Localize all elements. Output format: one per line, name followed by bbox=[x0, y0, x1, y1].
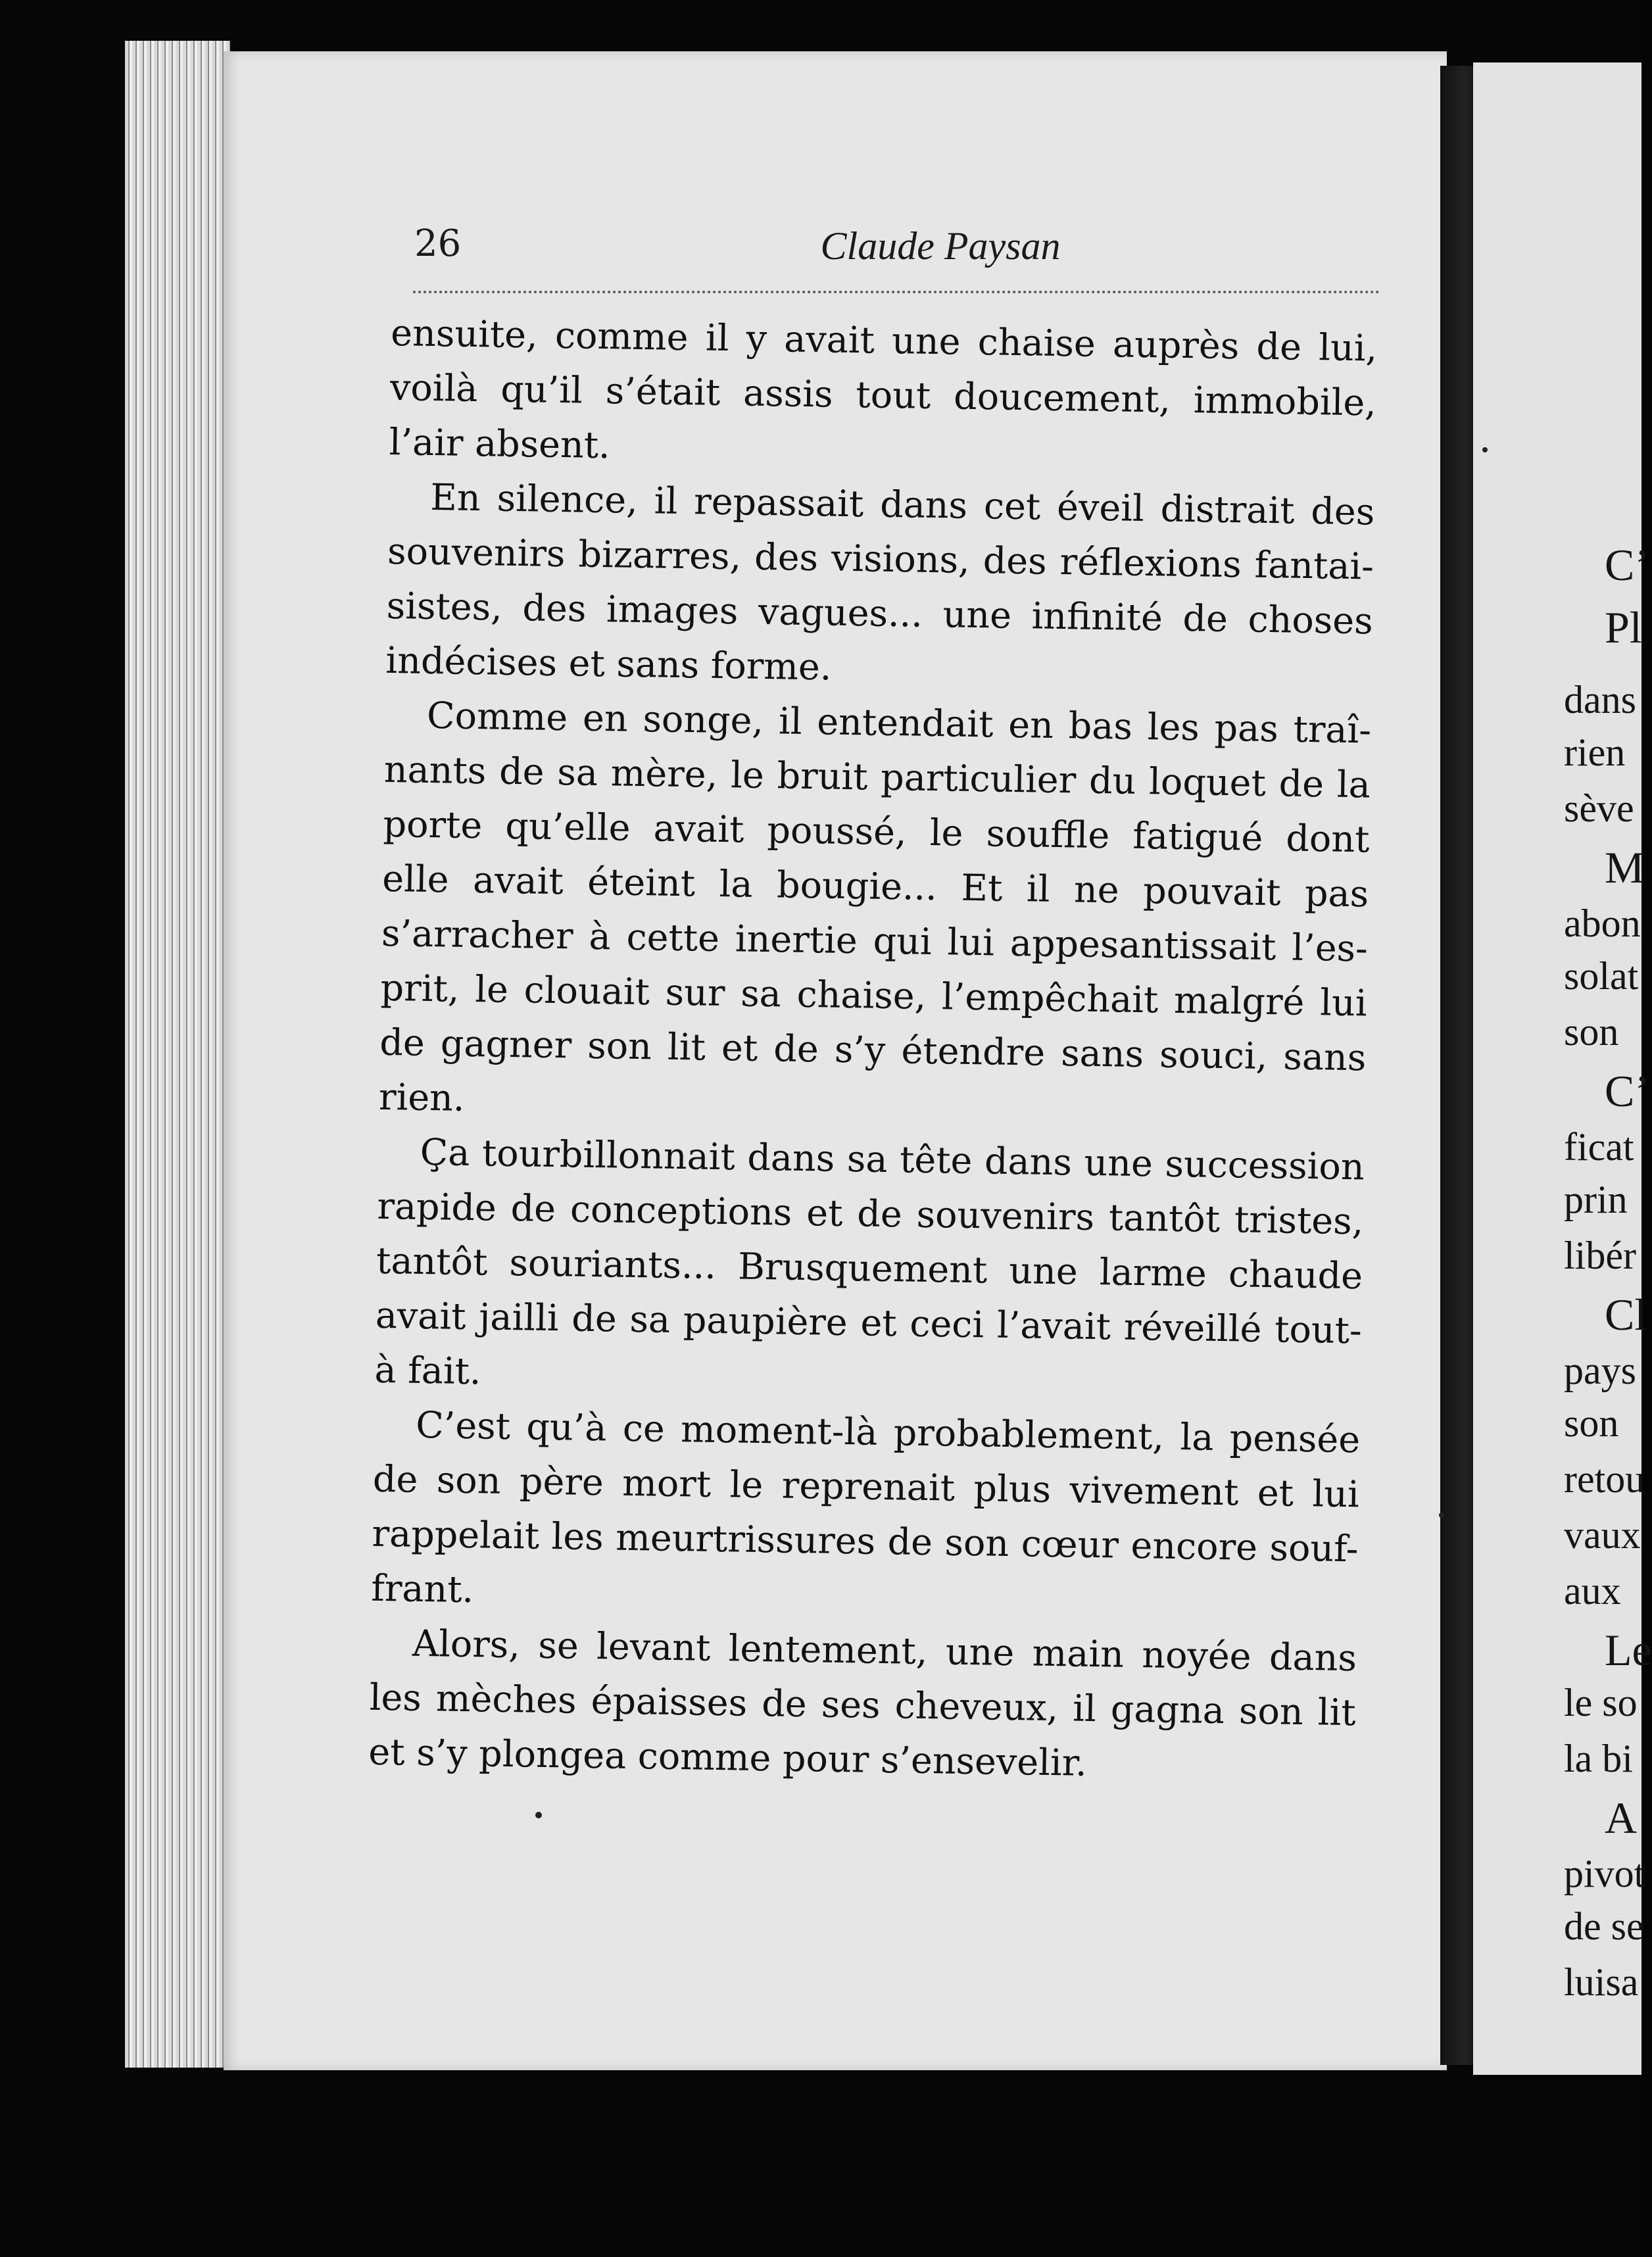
facing-page-text: C’ bbox=[1605, 540, 1649, 590]
text-line: tantôt souriants... Brusquement une larme chaude bbox=[376, 1239, 1363, 1298]
facing-page-text: sève bbox=[1564, 787, 1634, 830]
text-line: elle avait éteint la bougie... Et il ne pouvait pas bbox=[381, 857, 1369, 916]
text-line: C’est qu’à ce moment-là probablement, la pensée bbox=[415, 1403, 1361, 1462]
facing-page-text: rien bbox=[1564, 731, 1626, 774]
text-line: à fait. bbox=[374, 1348, 482, 1394]
facing-page-text: C’ bbox=[1605, 1066, 1649, 1116]
facing-page-text: la bi bbox=[1564, 1737, 1633, 1780]
text-line: souvenirs bizarres, des visions, des réflexions fantai- bbox=[387, 529, 1374, 589]
facing-page-text: dans bbox=[1564, 678, 1636, 721]
facing-page-text: Cl bbox=[1605, 1290, 1647, 1340]
header-rule bbox=[413, 291, 1380, 293]
body-text bbox=[368, 306, 1378, 1795]
ink-speck bbox=[1439, 1513, 1444, 1518]
facing-page-text: Le bbox=[1605, 1625, 1652, 1675]
facing-page-text: ficat bbox=[1564, 1125, 1634, 1169]
facing-page-text: A bbox=[1605, 1793, 1638, 1843]
text-line: avait jailli de sa paupière et ceci l’avait réveillé tout- bbox=[375, 1294, 1363, 1353]
text-line: et s’y plongea comme pour s’ensevelir. bbox=[368, 1730, 1088, 1785]
text-line: frant. bbox=[370, 1566, 474, 1612]
text-line: prit, le clouait sur sa chaise, l’empêchait malgré lui bbox=[380, 966, 1368, 1025]
facing-page-text: le so bbox=[1564, 1681, 1638, 1724]
page-number: 26 bbox=[414, 222, 462, 265]
facing-page-text: prin bbox=[1564, 1178, 1628, 1221]
text-line: les mèches épaisses de ses cheveux, il gagna son lit bbox=[369, 1676, 1357, 1735]
text-line: voilà qu’il s’était assis tout doucement, immobile, bbox=[389, 366, 1377, 425]
facing-page-text: son bbox=[1564, 1401, 1619, 1445]
text-line: nants de sa mère, le bruit particulier du loquet de la bbox=[383, 748, 1371, 807]
text-line: ensuite, comme il y avait une chaise auprès de lui, bbox=[390, 311, 1378, 370]
facing-page-text: M bbox=[1605, 842, 1645, 892]
ink-speck bbox=[535, 1812, 542, 1818]
text-line: de son père mort le reprenait plus vivement et lui bbox=[372, 1457, 1360, 1517]
text-line: porte qu’elle avait poussé, le souffle fatigué dont bbox=[383, 802, 1370, 862]
page-edges bbox=[125, 41, 230, 2068]
text-line: rapide de conceptions et de souvenirs tantôt tristes, bbox=[376, 1184, 1364, 1244]
text-line: En silence, il repassait dans cet éveil distrait des bbox=[429, 475, 1375, 534]
text-line: rappelait les meurtrissures de son cœur encore souf- bbox=[372, 1512, 1359, 1571]
facing-page-text: retou bbox=[1564, 1457, 1645, 1501]
text-line: s’arracher à cette inertie qui lui appesantissait l’es- bbox=[381, 911, 1369, 971]
facing-page-text: libér bbox=[1564, 1234, 1636, 1277]
facing-page-text: abon bbox=[1564, 902, 1641, 945]
facing-page-text: luisa bbox=[1564, 1960, 1639, 2004]
text-line: Ça tourbillonnait dans sa tête dans une succession bbox=[420, 1130, 1365, 1189]
facing-page-text: vaux bbox=[1564, 1513, 1641, 1557]
text-line: l’air absent. bbox=[389, 420, 611, 468]
facing-page-text: son bbox=[1564, 1010, 1619, 1054]
text-line: rien. bbox=[378, 1075, 466, 1120]
facing-page-text: solat bbox=[1564, 954, 1639, 998]
running-title: Claude Paysan bbox=[820, 224, 1061, 268]
text-line: sistes, des images vagues... une infinité de choses bbox=[386, 584, 1374, 643]
text-line: indécises et sans forme. bbox=[385, 639, 832, 689]
text-line: Alors, se levant lentement, une main noyée dans bbox=[412, 1622, 1357, 1680]
facing-page-text: aux bbox=[1564, 1569, 1621, 1613]
running-head bbox=[408, 217, 1381, 276]
facing-page-fragment bbox=[1473, 62, 1652, 2075]
facing-page-text: pivot bbox=[1564, 1852, 1645, 1895]
facing-page-text: de se bbox=[1564, 1905, 1644, 1948]
facing-page-text: pays bbox=[1564, 1349, 1636, 1392]
ink-speck bbox=[1482, 447, 1488, 452]
facing-page-text: Pl bbox=[1605, 602, 1642, 652]
text-line: de gagner son lit et de s’y étendre sans souci, sans bbox=[379, 1021, 1367, 1080]
text-line: Comme en songe, il entendait en bas les pas traî- bbox=[426, 694, 1372, 752]
